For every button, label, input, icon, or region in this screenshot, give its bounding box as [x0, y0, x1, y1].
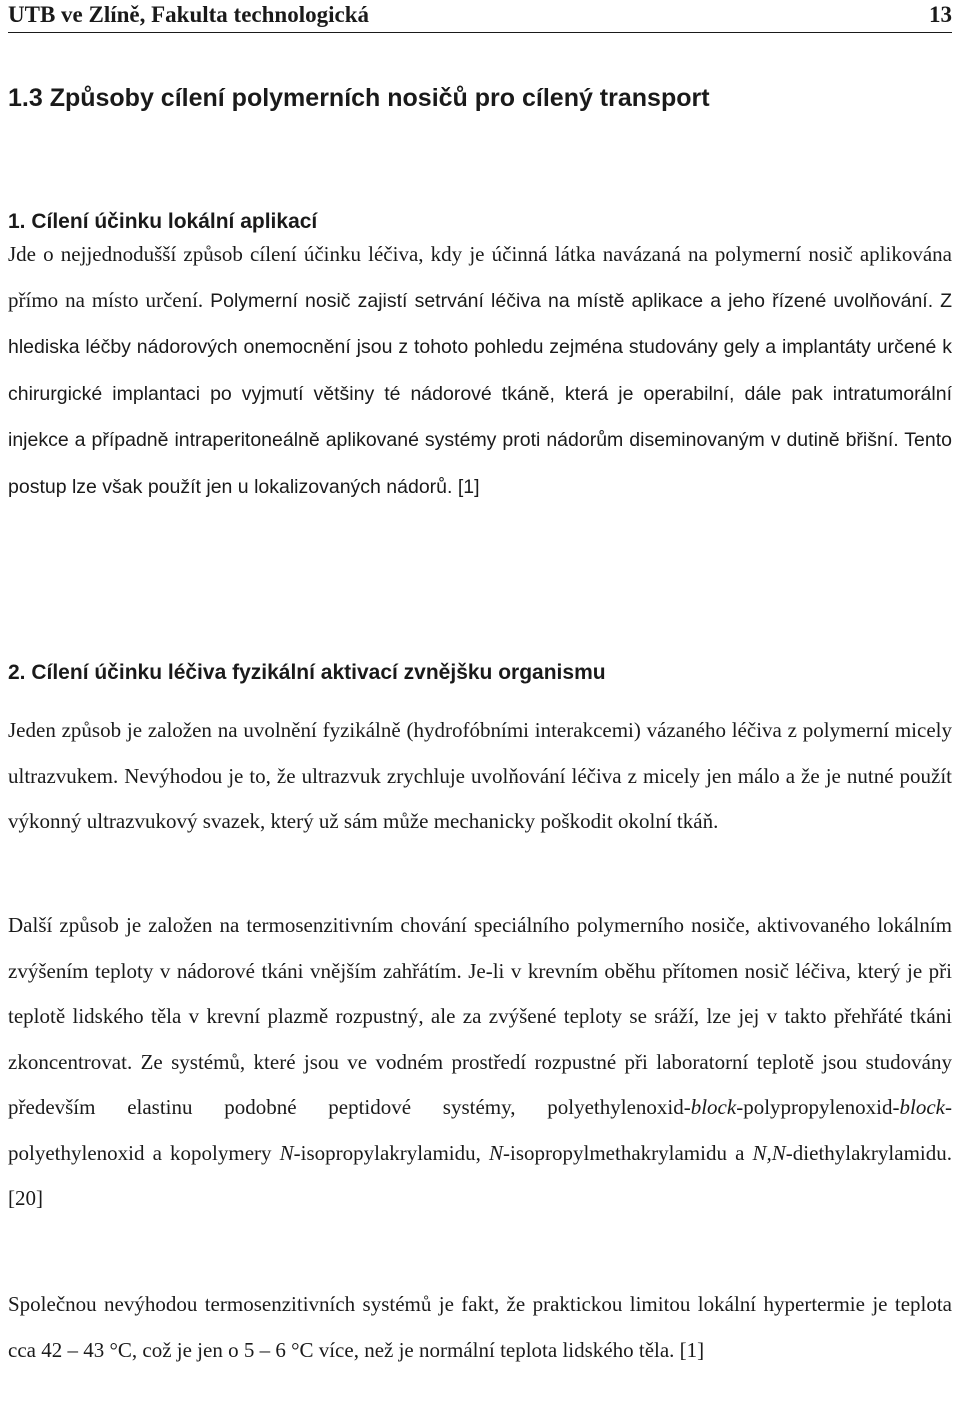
subsection-heading-physical-activation: 2. Cílení účinku léčiva fyzikální aktivací zvnějšku organismu [8, 661, 606, 684]
paragraph-text-sans-2: Z hlediska léčby nádorových onemocnění jsou z tohoto pohledu zejména studovány gely a implantáty určené k chirurgické implantaci po vyjmutí většiny té nádorové tkáně, která je operabilní, dále pak intratumorální injekce a případně intraperitoneálně aplikované systémy proti nádorům diseminovaným v dutině břišní. Tento postup lze však použít jen u lokalizovaných nádorů. [1] [8, 289, 953, 498]
page-number: 13 [929, 2, 952, 27]
italic-n-1: N [279, 1140, 294, 1165]
paragraph-ultrasound: Jeden způsob je založen na uvolnění fyzikálně (hydrofóbními interakcemi) vázaného léčiva z polymerní micely ultrazvukem. Nevýhodou je to, že ultrazvuk zrychluje uvolňování léčiva z micely jen málo a že je nutné použít výkonný ultrazvukový svazek, který už sám může mechanicky poškodit okolní tkáň. [8, 718, 952, 833]
header-title: UTB ve Zlíně, Fakulta technologická [8, 2, 369, 27]
header-divider [8, 32, 952, 33]
paragraph-text-3: -polyethylenoxid a kopolymery [8, 1095, 952, 1165]
paragraph-text: Jde o nejjednodušší způsob cílení účinku léčiva, kdy je účinná látka navázaná na polymerní nosič aplikována přímo na místo určení. [8, 242, 952, 312]
italic-n-2: N [489, 1140, 504, 1165]
paragraph-text-5: -isopropylmethakrylamidu a [503, 1140, 753, 1165]
italic-n-n: N,N [752, 1140, 786, 1165]
running-header [8, 2, 952, 28]
paragraph-text-4: -isopropylakrylamidu, [293, 1140, 489, 1165]
paragraph-text: Další způsob je založen na termosenzitivním chování speciálního polymerního nosiče, aktivovaného lokálním zvýšením teploty v nádorové tkáni vnějším zahřátím. Je-li v krevním oběhu přítomen nosič léčiva, který je při teplotě lidského těla v krevní plazmě rozpustný, ale za zvýšené teploty se sráží, lze jej v takto přehřáté tkáni zkoncentrovat. Ze systémů, které jsou ve vodném prostředí rozpustné při laboratorní teplotě jsou studovány především elastinu podobné peptidové systémy, polyethylenoxid- [8, 913, 952, 1119]
paragraph-hyperthermia-limit: Společnou nevýhodou termosenzitivních systémů je fakt, že praktickou limitou lokální hypertermie je teplota cca 42 – 43 °C, což je jen o 5 – 6 °C více, než je normální teplota lidského těla. [1] [8, 1292, 952, 1362]
italic-block-1: block [690, 1095, 737, 1119]
paragraph-local-application [8, 232, 952, 510]
paragraph-text-2: -polypropylenoxid- [736, 1095, 900, 1119]
paragraph-text-sans: Polymerní nosič zajistí setrvání léčiva na místě aplikace a jeho řízené uvolňování. [210, 289, 934, 312]
italic-block-2: block [899, 1095, 945, 1119]
subsection-heading-local-application: 1. Cílení účinku lokální aplikací [8, 210, 318, 233]
paragraph-text-6: -diethylakrylamidu. [20] [8, 1140, 953, 1210]
section-heading: 1.3 Způsoby cílení polymerních nosičů pro cílený transport [8, 84, 710, 112]
paragraph-thermosensitive [8, 903, 952, 1222]
